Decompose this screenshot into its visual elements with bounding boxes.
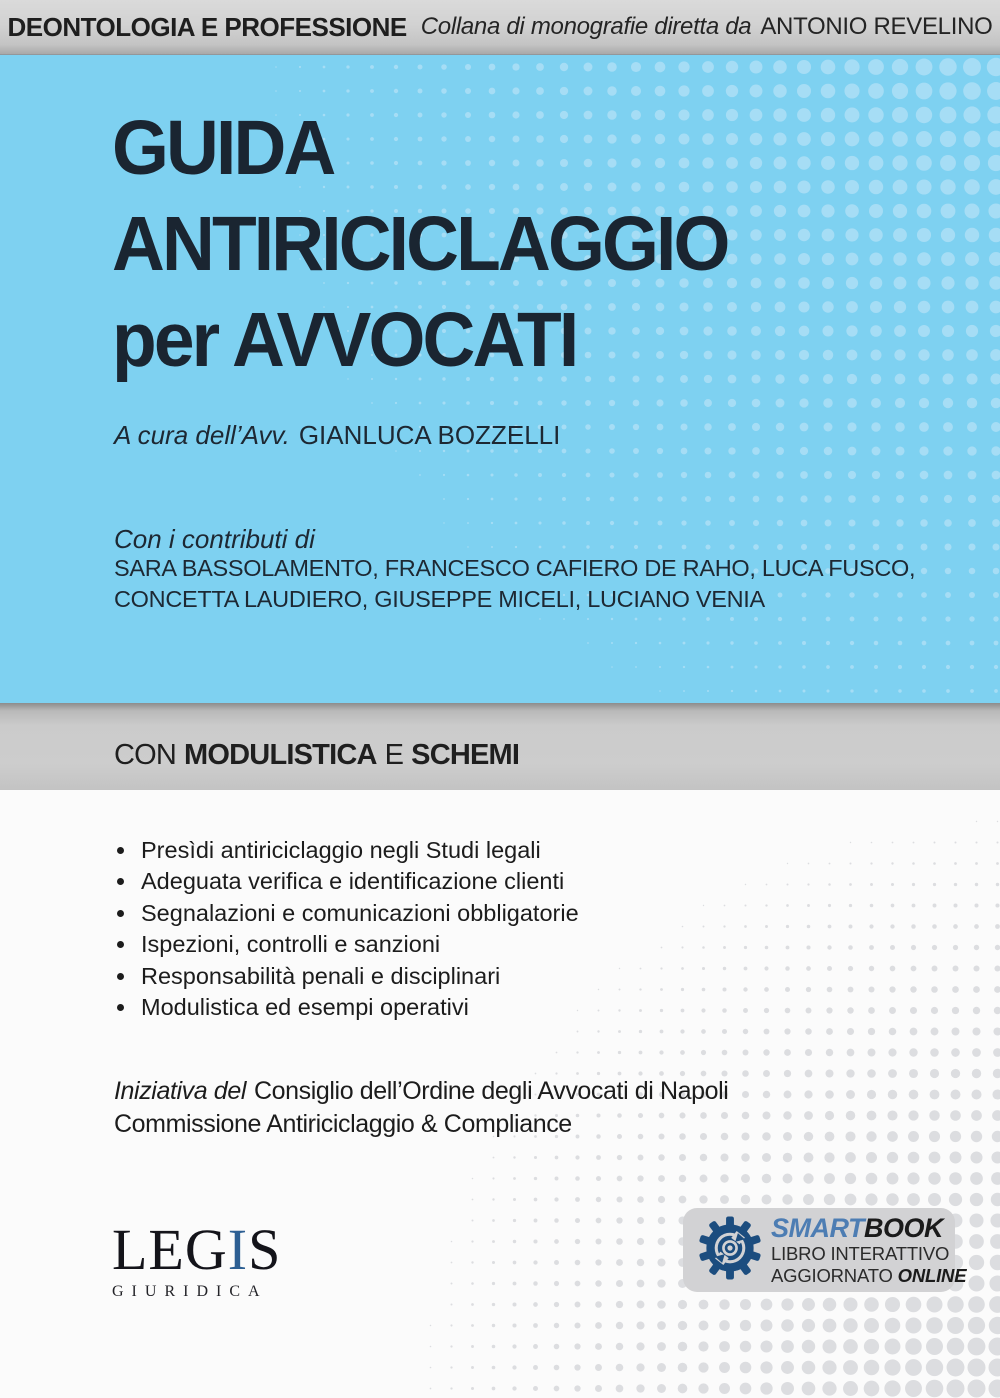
badge-line-2-prefix: AGGIORNATO (771, 1264, 893, 1286)
badge-text (771, 1215, 966, 1285)
topic-label: Ispezioni, controlli e sanzioni (141, 931, 441, 958)
topic-label: Modulistica ed esempi operativi (141, 994, 469, 1021)
feature-word-schemi: SCHEMI (411, 739, 520, 771)
badge-brand-smart: SMART (771, 1213, 865, 1243)
publisher-name-post: S (248, 1217, 282, 1282)
topic-item (114, 992, 579, 1023)
publisher-name-i: I (227, 1217, 249, 1282)
title-line-2: ANTIRICICLAGGIO (112, 201, 728, 287)
feature-word-e: E (384, 739, 404, 771)
initiative-line-2: Commissione Antiriciclaggio & Compliance (114, 1110, 572, 1138)
badge-brand-book: BOOK (864, 1213, 944, 1243)
bullet-icon (117, 847, 124, 854)
bullet-icon (117, 910, 124, 917)
curator-name: GIANLUCA BOZZELLI (298, 420, 561, 450)
topic-item (114, 835, 579, 866)
badge-brand (771, 1215, 966, 1242)
topics-list (114, 835, 579, 1023)
bullet-icon (117, 878, 124, 885)
publisher-name (112, 1217, 282, 1282)
badge-line-2-online: ONLINE (897, 1264, 967, 1286)
curator-prefix: A cura dell’Avv. (114, 420, 290, 450)
series-title: DEONTOLOGIA E PROFESSIONE (7, 11, 407, 42)
contributors-line-1: SARA BASSOLAMENTO, FRANCESCO CAFIERO DE RAHO, LUCA FUSCO, (114, 555, 916, 581)
cover-lower (0, 790, 1000, 1398)
publisher-logo (112, 1217, 282, 1301)
title-line-1: GUIDA (112, 105, 334, 191)
topic-label: Segnalazioni e comunicazioni obbligatorie (141, 899, 579, 926)
topic-label: Presìdi antiriciclaggio negli Studi legali (141, 837, 541, 863)
curator-line (114, 420, 560, 450)
bullet-icon (117, 941, 124, 948)
gear-sync-icon (695, 1213, 765, 1288)
topic-item (114, 898, 579, 929)
topic-item (114, 961, 579, 992)
contributors-line-2: CONCETTA LAUDIERO, GIUSEPPE MICELI, LUCIANO VENIA (114, 586, 765, 612)
title-line-3: per AVVOCATI (112, 297, 577, 383)
topic-item (114, 929, 579, 960)
feature-word-modulistica: MODULISTICA (184, 739, 377, 771)
bullet-icon (117, 973, 124, 980)
initiative-block (114, 1075, 728, 1141)
smartbook-badge (683, 1208, 967, 1292)
publisher-subname: GIURIDICA (112, 1283, 268, 1300)
cover-hero (0, 55, 1000, 703)
book-title (112, 100, 728, 388)
feature-band (0, 703, 1000, 791)
series-subtitle: Collana di monografie diretta da (420, 13, 752, 40)
topic-item (114, 866, 579, 897)
initiative-rest: Consiglio dell’Ordine degli Avvocati di Napoli (253, 1077, 729, 1105)
topic-label: Responsabilità penali e disciplinari (141, 962, 501, 989)
topic-label: Adeguata verifica e identificazione clienti (141, 868, 565, 895)
bullet-icon (117, 1004, 124, 1011)
publisher-name-pre: LEG (112, 1217, 228, 1282)
series-director: ANTONIO REVELINO (760, 13, 993, 40)
badge-line-2 (771, 1264, 967, 1286)
contributors-intro: Con i contributi di (114, 524, 315, 554)
initiative-prefix: Iniziativa del (114, 1077, 246, 1105)
badge-line-1: LIBRO INTERATTIVO (771, 1243, 950, 1264)
initiative-line-1 (114, 1075, 728, 1108)
series-band (0, 0, 1000, 55)
feature-word-con: CON (114, 739, 177, 771)
contributors-lines (114, 553, 915, 615)
feature-band-text (114, 739, 519, 772)
